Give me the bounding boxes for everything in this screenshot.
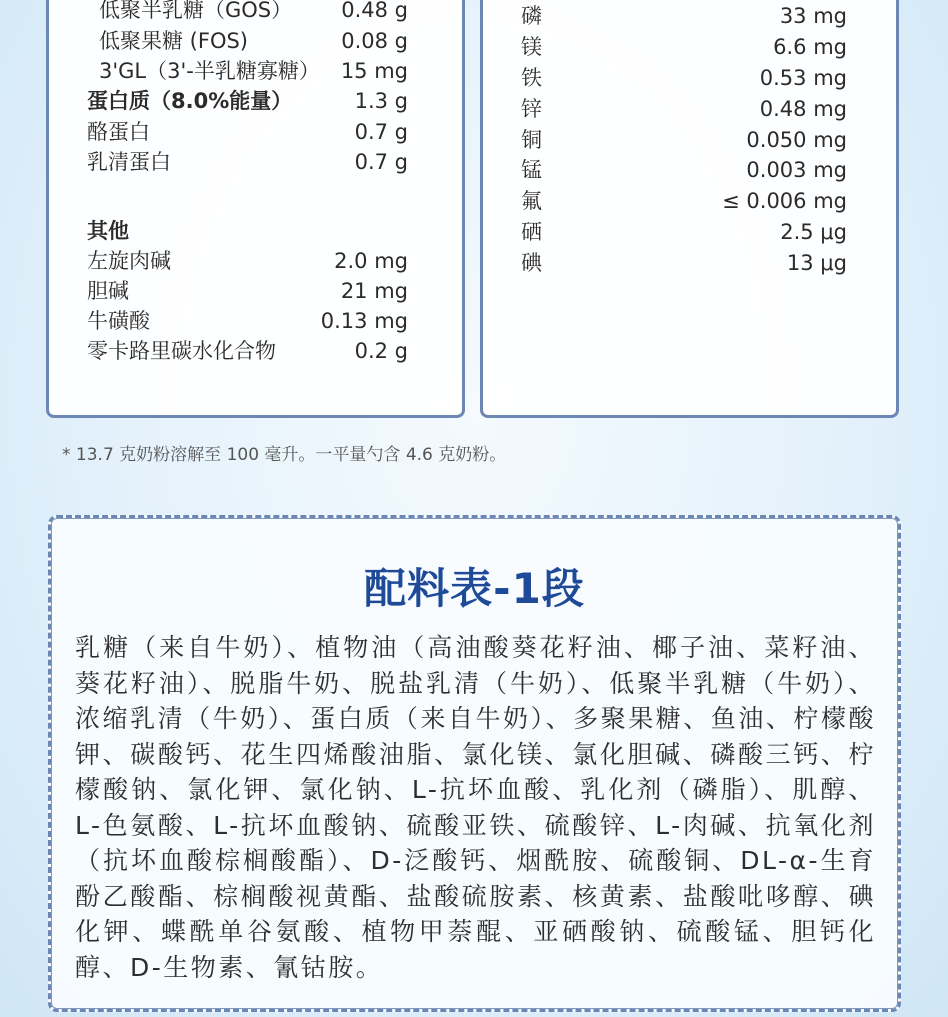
mineral-row: [483, 186, 896, 216]
mineral-value: 33 mg: [779, 4, 847, 28]
nutrient-name: 乳清蛋白: [87, 150, 171, 174]
mineral-name: 锰: [521, 158, 542, 182]
ingredients-panel: [48, 515, 901, 1012]
nutrient-row: [49, 117, 462, 147]
nutrient-value: 21 mg: [340, 279, 408, 303]
nutrient-row: [49, 26, 462, 56]
serving-footnote: * 13.7 克奶粉溶解至 100 毫升。一平量勺含 4.6 克奶粉。: [62, 445, 507, 465]
mineral-name: 硒: [521, 220, 542, 244]
ingredients-title: 配料表-1段: [364, 564, 585, 613]
nutrient-value: 0.7 g: [354, 120, 408, 144]
nutrient-row: [49, 246, 462, 276]
nutrient-row: [49, 0, 462, 25]
mineral-row: [483, 248, 896, 278]
nutrition-table-left: [46, 0, 465, 418]
mineral-value: ≤ 0.006 mg: [722, 189, 847, 213]
mineral-value: 2.5 μg: [780, 220, 847, 244]
nutrient-value: 2.0 mg: [334, 249, 408, 273]
nutrient-row: [49, 86, 462, 116]
mineral-row: [483, 32, 896, 62]
nutrient-value: 1.3 g: [354, 89, 408, 113]
mineral-value: 0.050 mg: [746, 128, 847, 152]
nutrient-row: [49, 336, 462, 366]
nutrient-name: 酪蛋白: [87, 120, 150, 144]
nutrient-value: 0.2 g: [354, 339, 408, 363]
mineral-row: [483, 1, 896, 31]
nutrient-value: 15 mg: [340, 59, 408, 83]
mineral-name: 镁: [521, 35, 542, 59]
mineral-name: 磷: [521, 4, 542, 28]
nutrient-name: 蛋白质（8.0%能量）: [87, 89, 293, 113]
nutrient-name: 低聚半乳糖（GOS）: [99, 0, 293, 22]
nutrient-name: 胆碱: [87, 279, 129, 303]
nutrient-value: 0.7 g: [354, 150, 408, 174]
section-heading: [49, 216, 462, 246]
nutrient-name: 左旋肉碱: [87, 249, 171, 273]
mineral-value: 0.003 mg: [746, 158, 847, 182]
mineral-name: 铜: [521, 128, 542, 152]
mineral-name: 碘: [521, 251, 542, 275]
mineral-row: [483, 155, 896, 185]
mineral-row: [483, 217, 896, 247]
mineral-value: 0.53 mg: [759, 66, 847, 90]
mineral-row: [483, 63, 896, 93]
mineral-row: [483, 125, 896, 155]
mineral-name: 铁: [521, 66, 542, 90]
mineral-value: 13 μg: [786, 251, 847, 275]
nutrient-row: [49, 56, 462, 86]
nutrient-value: 0.08 g: [341, 29, 408, 53]
mineral-value: 6.6 mg: [773, 35, 847, 59]
nutrient-row: [49, 147, 462, 177]
mineral-name: 锌: [521, 97, 542, 121]
nutrient-name: 牛磺酸: [87, 309, 150, 333]
nutrient-value: 0.48 g: [341, 0, 408, 22]
mineral-value: 0.48 mg: [759, 97, 847, 121]
other-heading: 其他: [87, 219, 129, 243]
nutrient-name: 低聚果糖 (FOS): [99, 29, 248, 53]
ingredients-text: 乳糖（来自牛奶）、植物油（高油酸葵花籽油、椰子油、菜籽油、葵花籽油）、脱脂牛奶、脱盐乳清（牛奶）、低聚半乳糖（牛奶）、浓缩乳清（牛奶）、蛋白质（来自牛奶）、多聚果糖、鱼油、柠檬酸钾、碳酸钙、花生四烯酸油脂、氯化镁、氯化胆碱、磷酸三钙、柠檬酸钠、氯化钾、氯化钠、L-抗坏血酸、乳化剂（磷脂）、肌醇、L-色氨酸、L-抗坏血酸钠、硫酸亚铁、硫酸锌、L-肉碱、抗氧化剂（抗坏血酸棕榈酸酯）、D-泛酸钙、烟酰胺、硫酸铜、DL-α-生育酚乙酸酯、棕榈酸视黄酯、盐酸硫胺素、核黄素、盐酸吡哆醇、碘化钾、蝶酰单谷氨酸、植物甲萘醌、亚硒酸钠、硫酸锰、胆钙化醇、D-生物素、氰钴胺。: [75, 633, 876, 982]
nutrient-row: [49, 276, 462, 306]
mineral-name: 氟: [521, 189, 542, 213]
nutrient-value: 0.13 mg: [320, 309, 408, 333]
nutrition-table-right: [480, 0, 899, 418]
nutrient-row: [49, 306, 462, 336]
nutrient-name: 零卡路里碳水化合物: [87, 339, 276, 363]
nutrient-name: 3'GL（3'-半乳糖寡糖）: [99, 59, 320, 83]
mineral-row: [483, 94, 896, 124]
